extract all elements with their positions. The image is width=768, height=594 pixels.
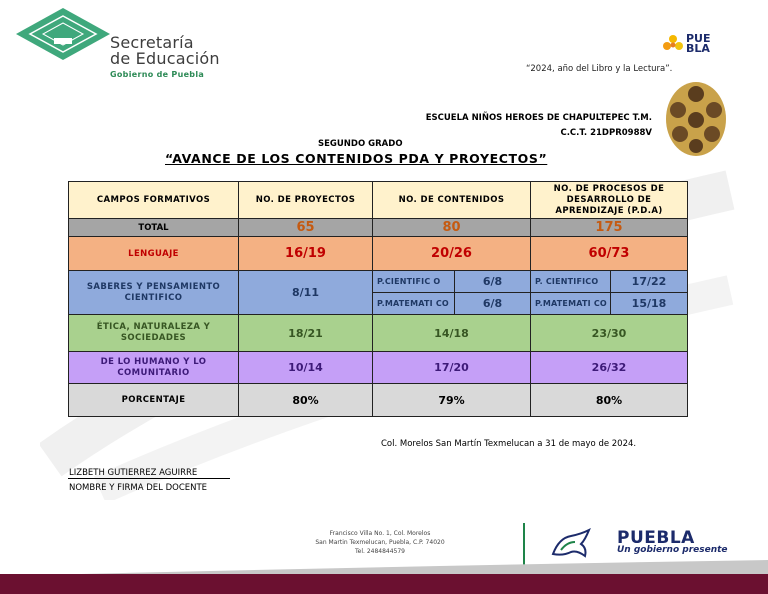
porcentaje-pda: 80%: [531, 384, 688, 417]
saberes-proyectos: 8/11: [239, 271, 373, 315]
puebla-top-word-1: PUE: [686, 32, 711, 45]
etica-row: [69, 315, 688, 352]
saberes-pda-sub2-value: 15/18: [611, 293, 688, 315]
lenguaje-proyectos: 16/19: [239, 237, 373, 271]
puebla-flower-icon: [662, 34, 684, 54]
porcentaje-row: [69, 384, 688, 417]
school-cct: C.C.T. 21DPR0988V: [560, 128, 652, 138]
total-proyectos: 65: [239, 219, 373, 237]
saberes-pda-sub2-label: P.MATEMATI CO: [531, 293, 611, 315]
porcentaje-label: PORCENTAJE: [69, 384, 239, 417]
address-line-1: Francisco Villa No. 1, Col. Morelos: [329, 530, 431, 537]
footer-bar: [0, 574, 768, 594]
footer-brand-sub: Un gobierno presente: [617, 545, 728, 555]
sep-wordmark: [110, 35, 220, 79]
teacher-role: NOMBRE Y FIRMA DEL DOCENTE: [69, 483, 208, 493]
sep-line-1: Secretaría: [110, 33, 194, 52]
humano-row: [69, 352, 688, 384]
etica-contenidos: 14/18: [373, 315, 531, 352]
ninos-heroes-emblem: [664, 80, 728, 158]
sep-logo: [16, 8, 111, 60]
saberes-contenidos-sub2-value: 6/8: [455, 293, 531, 315]
saberes-contenidos-sub1-label: P.CIENTIFIC O: [373, 271, 455, 293]
humano-contenidos: 17/20: [373, 352, 531, 384]
etica-pda: 23/30: [531, 315, 688, 352]
humano-label: DE LO HUMANO Y LO COMUNITARIO: [69, 352, 239, 384]
lenguaje-pda: 60/73: [531, 237, 688, 271]
total-label: TOTAL: [69, 219, 239, 237]
porcentaje-proyectos: 80%: [239, 384, 373, 417]
saberes-contenidos-sub2-label: P.MATEMATI CO: [373, 293, 455, 315]
signature-line: [68, 478, 230, 479]
total-row: [69, 219, 688, 237]
footer-divider: [523, 523, 525, 565]
puebla-top-word-2: BLA: [686, 42, 710, 55]
header-campos: CAMPOS FORMATIVOS: [69, 182, 239, 219]
lenguaje-row: [69, 237, 688, 271]
address-block: [290, 529, 470, 556]
sep-line-3: Gobierno de Puebla: [110, 70, 205, 79]
puebla-top-logo: [662, 34, 711, 54]
header-pda: NO. DE PROCESOS DE DESARROLLO DE APRENDIZAJE (P.D.A): [531, 182, 688, 219]
motto: “2024, año del Libro y la Lectura”.: [526, 64, 673, 74]
humano-pda: 26/32: [531, 352, 688, 384]
humano-proyectos: 10/14: [239, 352, 373, 384]
place-date: Col. Morelos San Martín Texmelucan a 31 de mayo de 2024.: [381, 439, 637, 449]
table-header-row: [69, 182, 688, 219]
address-line-3: Tel. 2484844579: [355, 548, 405, 555]
lenguaje-label: LENGUAJE: [69, 237, 239, 271]
saberes-pda-sub1-value: 17/22: [611, 271, 688, 293]
etica-proyectos: 18/21: [239, 315, 373, 352]
puebla-horse-logo: [551, 528, 591, 560]
footer-brand: PUEBLA: [617, 528, 695, 548]
saberes-pda-sub1-label: P. CIENTIFICO: [531, 271, 611, 293]
progress-table: [68, 181, 688, 417]
grade-label: SEGUNDO GRADO: [318, 139, 403, 149]
header-proyectos: NO. DE PROYECTOS: [239, 182, 373, 219]
sep-line-2: de Educación: [110, 49, 220, 68]
header-contenidos: NO. DE CONTENIDOS: [373, 182, 531, 219]
porcentaje-contenidos: 79%: [373, 384, 531, 417]
lenguaje-contenidos: 20/26: [373, 237, 531, 271]
saberes-label: SABERES Y PENSAMIENTO CIENTIFICO: [69, 271, 239, 315]
school-name: ESCUELA NIÑOS HEROES DE CHAPULTEPEC T.M.: [425, 113, 652, 123]
saberes-contenidos-sub1-value: 6/8: [455, 271, 531, 293]
teacher-name: LIZBETH GUTIERREZ AGUIRRE: [69, 468, 198, 478]
document-title: “AVANCE DE LOS CONTENIDOS PDA Y PROYECTOS”: [165, 151, 548, 166]
saberes-row-1: [69, 271, 688, 293]
total-contenidos: 80: [373, 219, 531, 237]
etica-label: ÉTICA, NATURALEZA Y SOCIEDADES: [69, 315, 239, 352]
total-pda: 175: [531, 219, 688, 237]
address-line-2: San Martin Texmelucan, Puebla, C.P. 74020: [315, 539, 445, 546]
school-block: [426, 111, 652, 141]
